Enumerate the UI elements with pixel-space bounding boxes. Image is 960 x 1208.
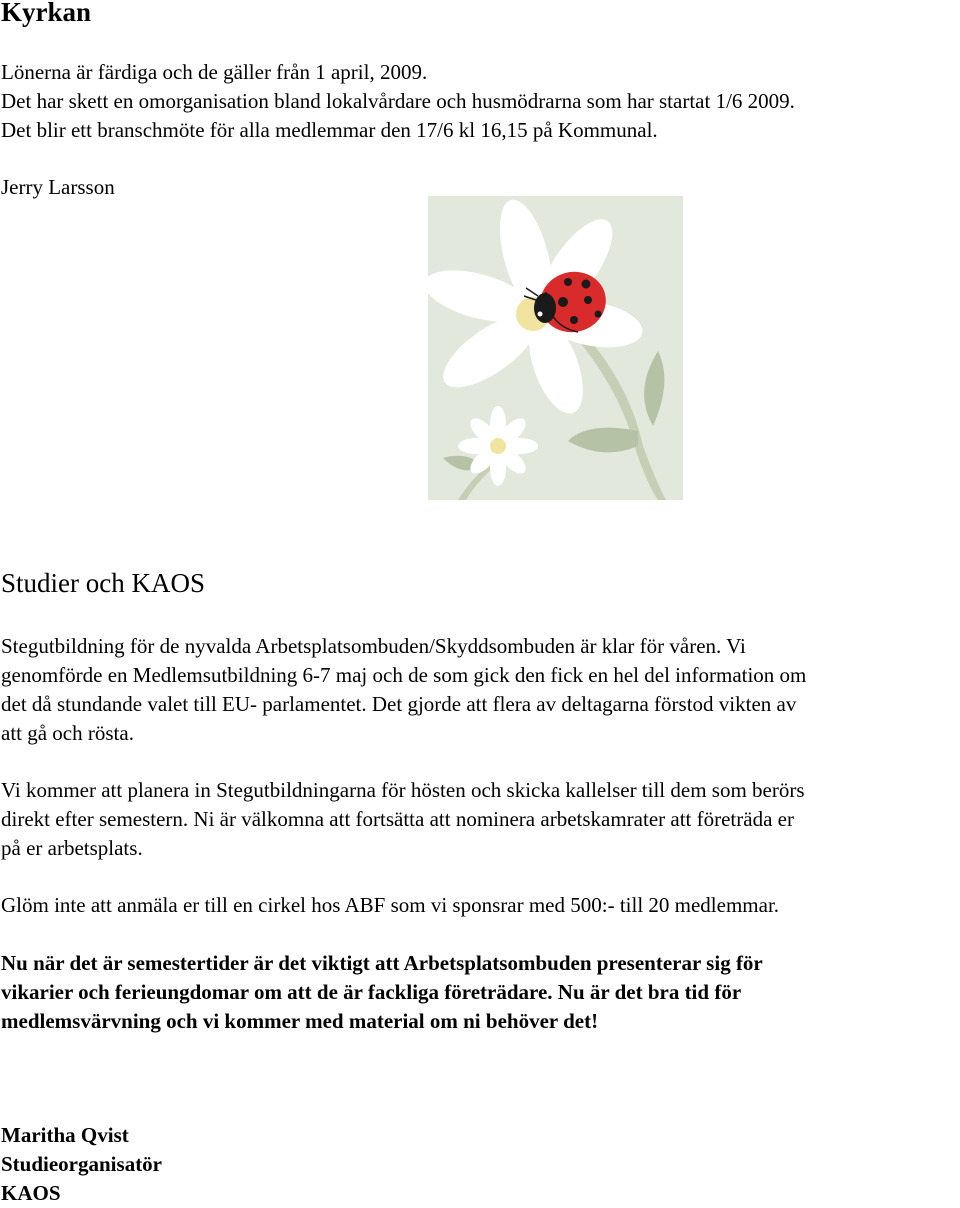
kyrkan-text — [1, 58, 795, 145]
paragraph-line: Nu när det är semestertider är det viktigt att Arbetsplatsombuden presenterar sig för — [1, 951, 763, 975]
signature-name: Maritha Qvist — [1, 1123, 129, 1147]
ladybug-on-flower-illustration — [428, 196, 683, 500]
paragraph-line: direkt efter semestern. Ni är välkomna att fortsätta att nominera arbetskamrater att företräda er — [1, 807, 794, 831]
studier-paragraph-1 — [1, 632, 806, 748]
section-title-kyrkan: Kyrkan — [1, 0, 92, 27]
paragraph-line: på er arbetsplats. — [1, 836, 143, 860]
studier-paragraph-3: Glöm inte att anmäla er till en cirkel hos ABF som vi sponsrar med 500:- till 20 medlemmar. — [1, 893, 780, 917]
paragraph-line: Vi kommer att planera in Stegutbildningarna för hösten och skicka kallelser till dem som berörs — [1, 778, 805, 802]
paragraph-line: medlemsvärvning och vi kommer med material om ni behöver det! — [1, 1009, 599, 1033]
paragraph-line: det då stundande valet till EU- parlamentet. Det gjorde att flera av deltagarna förstod vikten av — [1, 692, 797, 716]
kyrkan-line: Det blir ett branschmöte för alla medlemmar den 17/6 kl 16,15 på Kommunal. — [1, 118, 658, 142]
paragraph-line: Stegutbildning för de nyvalda Arbetsplatsombuden/Skyddsombuden är klar för våren. Vi — [1, 634, 746, 658]
kyrkan-author: Jerry Larsson — [1, 175, 115, 199]
studier-paragraph-2 — [1, 776, 805, 863]
kyrkan-line: Lönerna är färdiga och de gäller från 1 april, 2009. — [1, 60, 428, 84]
signature — [1, 1121, 162, 1208]
signature-org: KAOS — [1, 1181, 61, 1205]
paragraph-line: att gå och rösta. — [1, 721, 134, 745]
signature-role: Studieorganisatör — [1, 1152, 163, 1176]
paragraph-line: vikarier och ferieungdomar om att de är fackliga företrädare. Nu är det bra tid för — [1, 980, 742, 1004]
paragraph-line: genomförde en Medlemsutbildning 6-7 maj och de som gick den fick en hel del information om — [1, 663, 807, 687]
kyrkan-line: Det har skett en omorganisation bland lokalvårdare och husmödrarna som har startat 1/6 2009. — [1, 89, 795, 113]
studier-bold-paragraph — [1, 949, 763, 1036]
section-title-studier: Studier och KAOS — [1, 568, 205, 598]
